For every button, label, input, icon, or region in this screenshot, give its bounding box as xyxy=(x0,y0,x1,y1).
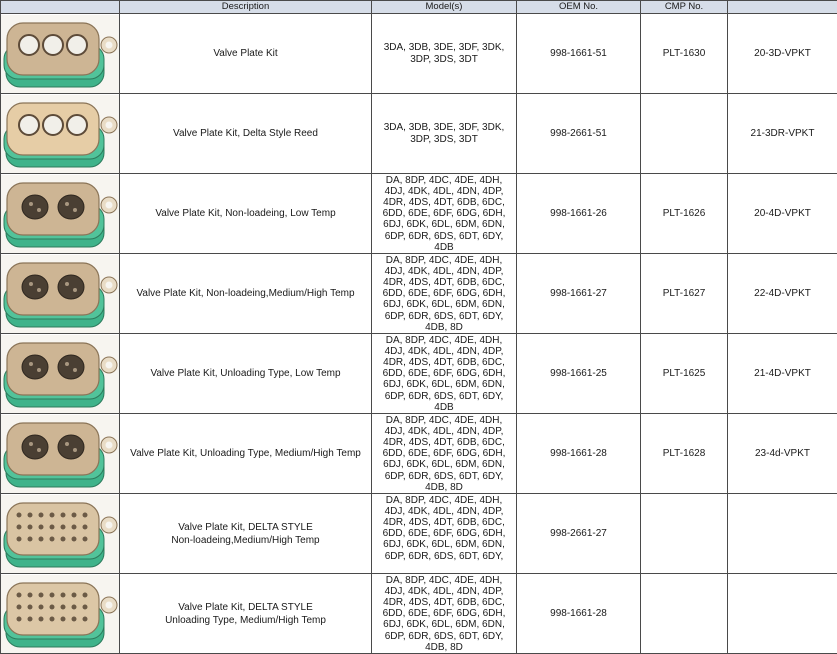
description-cell xyxy=(120,174,372,254)
description-cell xyxy=(120,414,372,494)
description-cell xyxy=(120,14,372,94)
kit-number-cell: 20-3D-VPKT xyxy=(728,14,837,94)
cmp-number-cell: PLT-1630 xyxy=(641,14,728,94)
models-cell xyxy=(372,414,517,494)
description-cell xyxy=(120,254,372,334)
cmp-number-cell xyxy=(641,494,728,574)
table-row xyxy=(1,414,837,494)
header-image xyxy=(1,1,120,14)
valve-plate-kit-photo xyxy=(1,334,120,414)
table-row xyxy=(1,14,837,94)
description-text: Valve Plate Kit, Non-loadeing, Low Temp xyxy=(155,208,335,219)
kit-number-cell: 21-4D-VPKT xyxy=(728,334,837,414)
oem-number-cell: 998-1661-27 xyxy=(517,254,641,334)
models-cell xyxy=(372,174,517,254)
kit-number-cell: 23-4d-VPKT xyxy=(728,414,837,494)
models-text: DA, 8DP, 4DC, 4DE, 4DH, 4DJ, 4DK, 4DL, 4DN, 4DP, 4DR, 4DS, 4DT, 6DB, 6DC, 6DD, 6DE, 6DF, 6DG, 6DH, 6DJ, 6DK, 6DL, 6DM, 6DN, 6DP, 6DR, 6DS, 6DT, 6DY, 4DB, 8D xyxy=(375,575,513,653)
description-cell xyxy=(120,94,372,174)
header-models: Model(s) xyxy=(372,1,517,14)
valve-plate-kit-photo xyxy=(1,254,120,334)
valve-plate-kit-photo xyxy=(1,574,120,654)
header-row xyxy=(1,1,837,14)
description-text: Valve Plate Kit xyxy=(213,48,277,59)
oem-number-cell: 998-1661-25 xyxy=(517,334,641,414)
description-text: Valve Plate Kit, Unloading Type, Low Temp xyxy=(150,368,340,379)
models-text: DA, 8DP, 4DC, 4DE, 4DH, 4DJ, 4DK, 4DL, 4DN, 4DP, 4DR, 4DS, 4DT, 6DB, 6DC, 6DD, 6DE, 6DF, 6DG, 6DH, 6DJ, 6DK, 6DL, 6DM, 6DN, 6DP, 6DR, 6DS, 6DT, 6DY, 4DB xyxy=(375,175,513,253)
models-text: DA, 8DP, 4DC, 4DE, 4DH, 4DJ, 4DK, 4DL, 4DN, 4DP, 4DR, 4DS, 4DT, 6DB, 6DC, 6DD, 6DE, 6DF, 6DG, 6DH, 6DJ, 6DK, 6DL, 6DM, 6DN, 6DP, 6DR, 6DS, 6DT, 6DY, 4DB, 8D xyxy=(375,255,513,333)
models-text: 3DA, 3DB, 3DE, 3DF, 3DK, 3DP, 3DS, 3DT xyxy=(375,42,513,64)
table-row xyxy=(1,254,837,334)
oem-number-cell: 998-2661-27 xyxy=(517,494,641,574)
table-row xyxy=(1,334,837,414)
header-kit xyxy=(728,1,837,14)
valve-plate-kit-photo xyxy=(1,494,120,574)
description-text: Valve Plate Kit, DELTA STYLE xyxy=(178,602,313,613)
table-row xyxy=(1,494,837,574)
oem-number-cell: 998-1661-26 xyxy=(517,174,641,254)
description-cell xyxy=(120,494,372,574)
cmp-number-cell: PLT-1628 xyxy=(641,414,728,494)
models-cell xyxy=(372,254,517,334)
header-description: Description xyxy=(120,1,372,14)
description-subtext: Unloading Type, Medium/High Temp xyxy=(165,615,326,626)
oem-number-cell: 998-1661-51 xyxy=(517,14,641,94)
cmp-number-cell xyxy=(641,94,728,174)
description-cell xyxy=(120,574,372,654)
cmp-number-cell xyxy=(641,574,728,654)
models-text: DA, 8DP, 4DC, 4DE, 4DH, 4DJ, 4DK, 4DL, 4DN, 4DP, 4DR, 4DS, 4DT, 6DB, 6DC, 6DD, 6DE, 6DF, 6DG, 6DH, 6DJ, 6DK, 6DL, 6DM, 6DN, 6DP, 6DR, 6DS, 6DT, 6DY, 4DB, 8D xyxy=(375,415,513,493)
description-text: Valve Plate Kit, Non-loadeing,Medium/High Temp xyxy=(136,288,354,299)
header-cmp-no: CMP No. xyxy=(641,1,728,14)
models-cell xyxy=(372,574,517,654)
kit-number-cell xyxy=(728,574,837,654)
cmp-number-cell: PLT-1625 xyxy=(641,334,728,414)
oem-number-cell: 998-1661-28 xyxy=(517,574,641,654)
cmp-number-cell: PLT-1627 xyxy=(641,254,728,334)
models-cell xyxy=(372,494,517,574)
kit-number-cell xyxy=(728,494,837,574)
cmp-number-cell: PLT-1626 xyxy=(641,174,728,254)
models-cell xyxy=(372,14,517,94)
table-row xyxy=(1,94,837,174)
models-text: DA, 8DP, 4DC, 4DE, 4DH, 4DJ, 4DK, 4DL, 4DN, 4DP, 4DR, 4DS, 4DT, 6DB, 6DC, 6DD, 6DE, 6DF, 6DG, 6DH, 6DJ, 6DK, 6DL, 6DM, 6DN, 6DP, 6DR, 6DS, 6DT, 6DY, 4DB xyxy=(375,335,513,413)
oem-number-cell: 998-2661-51 xyxy=(517,94,641,174)
kit-number-cell: 21-3DR-VPKT xyxy=(728,94,837,174)
description-text: Valve Plate Kit, Delta Style Reed xyxy=(173,128,318,139)
description-text: Valve Plate Kit, DELTA STYLE xyxy=(178,522,313,533)
description-text: Valve Plate Kit, Unloading Type, Medium/High Temp xyxy=(130,448,361,459)
valve-plate-kit-photo xyxy=(1,14,120,94)
table-row xyxy=(1,174,837,254)
description-subtext: Non-loadeing,Medium/High Temp xyxy=(171,535,319,546)
kit-number-cell: 20-4D-VPKT xyxy=(728,174,837,254)
models-cell xyxy=(372,334,517,414)
description-cell xyxy=(120,334,372,414)
valve-plate-kit-photo xyxy=(1,414,120,494)
kit-number-cell: 22-4D-VPKT xyxy=(728,254,837,334)
models-cell xyxy=(372,94,517,174)
table-row xyxy=(1,574,837,654)
valve-plate-kit-photo xyxy=(1,94,120,174)
oem-number-cell: 998-1661-28 xyxy=(517,414,641,494)
models-text: DA, 8DP, 4DC, 4DE, 4DH, 4DJ, 4DK, 4DL, 4DN, 4DP, 4DR, 4DS, 4DT, 6DB, 6DC, 6DD, 6DE, 6DF, 6DG, 6DH, 6DJ, 6DK, 6DL, 6DM, 6DN, 6DP, 6DR, 6DS, 6DT, 6DY, xyxy=(375,495,513,562)
models-text: 3DA, 3DB, 3DE, 3DF, 3DK, 3DP, 3DS, 3DT xyxy=(375,122,513,144)
valve-plate-kit-photo xyxy=(1,174,120,254)
header-oem-no: OEM No. xyxy=(517,1,641,14)
